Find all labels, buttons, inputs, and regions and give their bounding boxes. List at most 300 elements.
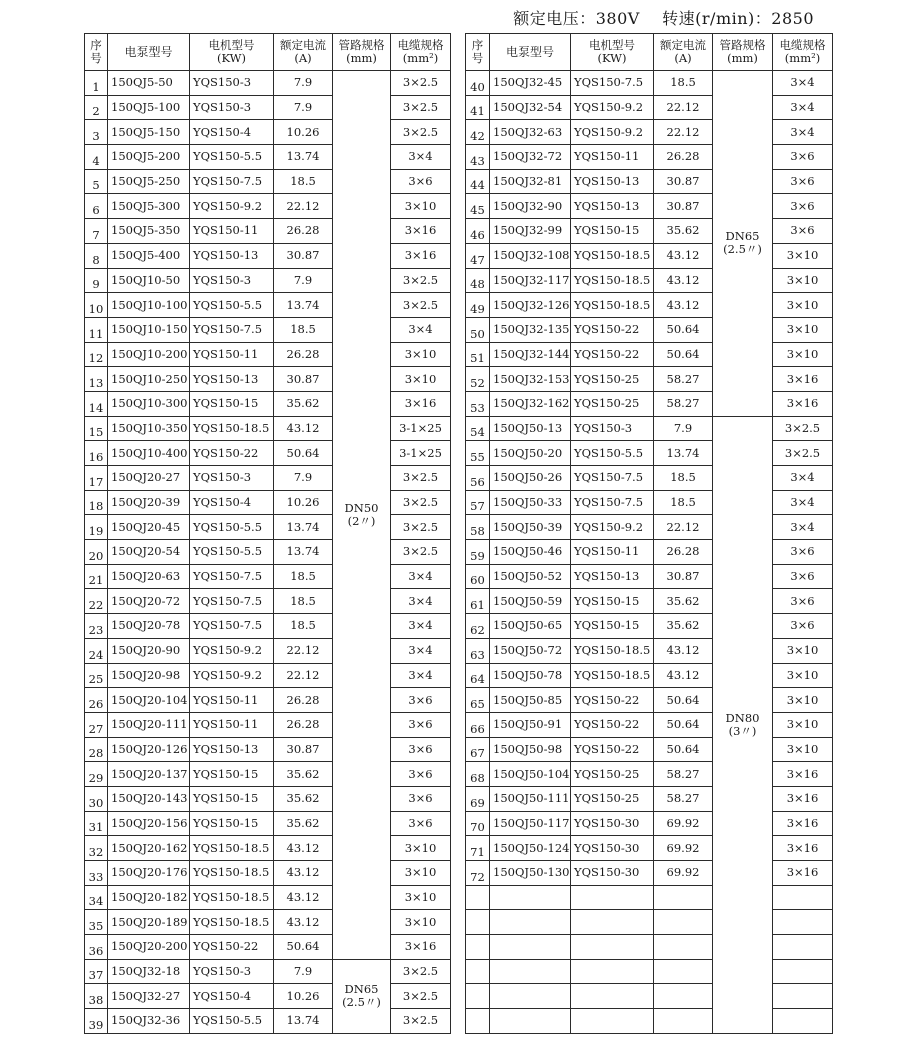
- row-number: 16: [85, 441, 108, 466]
- pipe-inch-size: (2.5〃): [342, 995, 381, 1010]
- rotation-speed: 转速(r/min)：2850: [662, 9, 814, 28]
- rated-current: 69.92: [654, 811, 713, 836]
- empty-cell: [490, 885, 571, 910]
- rated-current: 18.5: [274, 317, 333, 342]
- pump-model: 150QJ10-100: [108, 293, 190, 318]
- row-number: 17: [85, 466, 108, 491]
- row-number: 41: [466, 95, 490, 120]
- rated-current: 7.9: [274, 71, 333, 96]
- motor-model: YQS150-9.2: [190, 638, 274, 663]
- rated-current: 10.26: [274, 490, 333, 515]
- table-row: [466, 712, 833, 737]
- rated-current: 22.12: [654, 95, 713, 120]
- cable-spec: 3×4: [391, 589, 451, 614]
- motor-model: YQS150-18.5: [571, 243, 654, 268]
- motor-model: YQS150-5.5: [190, 145, 274, 170]
- empty-row: [466, 959, 833, 984]
- pump-model: 150QJ20-63: [108, 564, 190, 589]
- motor-model: YQS150-3: [190, 268, 274, 293]
- cable-spec: 3×2.5: [391, 515, 451, 540]
- motor-model: YQS150-3: [190, 959, 274, 984]
- rated-current: 22.12: [274, 663, 333, 688]
- row-number: 46: [466, 219, 490, 244]
- rated-current: 18.5: [654, 71, 713, 96]
- pump-model: 150QJ20-39: [108, 490, 190, 515]
- motor-model: YQS150-7.5: [190, 169, 274, 194]
- table-header-row: [466, 34, 833, 71]
- cable-spec: 3×6: [773, 145, 833, 170]
- empty-cell: [571, 984, 654, 1009]
- rated-current: 22.12: [654, 515, 713, 540]
- table-row: [85, 367, 451, 392]
- pump-model: 150QJ32-81: [490, 169, 571, 194]
- empty-cell: [654, 885, 713, 910]
- motor-model: YQS150-5.5: [190, 540, 274, 565]
- pump-model: 150QJ20-98: [108, 663, 190, 688]
- col-no-header: 序 号: [85, 34, 108, 71]
- row-number: 3: [85, 120, 108, 145]
- table-row: [466, 490, 833, 515]
- row-number: 45: [466, 194, 490, 219]
- cable-spec: 3×16: [773, 836, 833, 861]
- pipe-inch-size: (2.5〃): [723, 242, 762, 257]
- table-row: [85, 120, 451, 145]
- pump-model: 150QJ20-182: [108, 885, 190, 910]
- motor-model: YQS150-18.5: [190, 861, 274, 886]
- table-row: [466, 219, 833, 244]
- pipe-inch-size: (3〃): [728, 723, 757, 738]
- row-number: 72: [466, 861, 490, 886]
- pump-model: 150QJ20-137: [108, 762, 190, 787]
- cable-spec: 3×2.5: [391, 490, 451, 515]
- table-row: [466, 441, 833, 466]
- rated-current: 43.12: [654, 268, 713, 293]
- table-row: [85, 1009, 451, 1034]
- pump-model: 150QJ32-144: [490, 342, 571, 367]
- row-number: 38: [85, 984, 108, 1009]
- row-number: 37: [85, 959, 108, 984]
- table-row: [85, 959, 451, 984]
- table-row: [85, 712, 451, 737]
- rated-current: 35.62: [654, 589, 713, 614]
- row-number: 60: [466, 564, 490, 589]
- pump-model: 150QJ10-50: [108, 268, 190, 293]
- col-cable-header: 电缆规格 (mm²): [391, 34, 451, 71]
- row-number: 25: [85, 663, 108, 688]
- cable-spec: 3×2.5: [391, 268, 451, 293]
- row-number: 44: [466, 169, 490, 194]
- rated-current: 43.12: [654, 293, 713, 318]
- cable-spec: 3×10: [773, 737, 833, 762]
- table-row: [466, 317, 833, 342]
- motor-model: YQS150-5.5: [571, 441, 654, 466]
- pump-model: 150QJ20-143: [108, 786, 190, 811]
- motor-model: YQS150-11: [190, 219, 274, 244]
- cable-spec: 3×4: [773, 490, 833, 515]
- rated-current: 43.12: [274, 836, 333, 861]
- table-row: [85, 910, 451, 935]
- row-number: 1: [85, 71, 108, 96]
- cable-spec: 3×10: [391, 885, 451, 910]
- col-motor-header: 电机型号 (KW): [571, 34, 654, 71]
- cable-spec: 3×16: [391, 935, 451, 960]
- motor-model: YQS150-18.5: [571, 293, 654, 318]
- cable-spec: 3×6: [773, 589, 833, 614]
- rated-current: 69.92: [654, 861, 713, 886]
- row-number: 26: [85, 688, 108, 713]
- motor-model: YQS150-22: [571, 317, 654, 342]
- row-number: 49: [466, 293, 490, 318]
- empty-cell: [490, 959, 571, 984]
- pump-model: 150QJ32-18: [108, 959, 190, 984]
- motor-model: YQS150-18.5: [190, 836, 274, 861]
- pipe-diameter: DN80: [725, 710, 760, 725]
- motor-model: YQS150-18.5: [571, 663, 654, 688]
- cable-spec: 3×2.5: [773, 441, 833, 466]
- pump-model: 150QJ10-400: [108, 441, 190, 466]
- empty-row: [466, 910, 833, 935]
- row-number: 57: [466, 490, 490, 515]
- row-number: 56: [466, 466, 490, 491]
- rated-current: 7.9: [274, 95, 333, 120]
- pump-model: 150QJ5-100: [108, 95, 190, 120]
- row-number: 47: [466, 243, 490, 268]
- pump-model: 150QJ20-189: [108, 910, 190, 935]
- pump-model: 150QJ50-46: [490, 540, 571, 565]
- table-row: [85, 268, 451, 293]
- cable-spec: 3×6: [391, 762, 451, 787]
- row-number: 54: [466, 416, 490, 441]
- table-row: [85, 688, 451, 713]
- motor-model: YQS150-15: [190, 391, 274, 416]
- table-row: [466, 342, 833, 367]
- pump-model: 150QJ32-135: [490, 317, 571, 342]
- pump-model: 150QJ5-350: [108, 219, 190, 244]
- empty-cell: [773, 885, 833, 910]
- pump-model: 150QJ50-26: [490, 466, 571, 491]
- pipe-spec: [333, 959, 391, 1033]
- pipe-diameter: DN65: [344, 982, 379, 997]
- pump-model: 150QJ5-200: [108, 145, 190, 170]
- row-number: 10: [85, 293, 108, 318]
- table-row: [466, 71, 833, 96]
- rated-current: 43.12: [274, 416, 333, 441]
- empty-cell: [571, 935, 654, 960]
- empty-cell: [466, 959, 490, 984]
- rated-current: 50.64: [274, 441, 333, 466]
- pump-model: 150QJ32-45: [490, 71, 571, 96]
- cable-spec: 3×16: [773, 762, 833, 787]
- motor-model: YQS150-22: [190, 935, 274, 960]
- cable-spec: 3×2.5: [391, 1009, 451, 1034]
- cable-spec: 3×16: [773, 861, 833, 886]
- motor-model: YQS150-15: [571, 589, 654, 614]
- row-number: 33: [85, 861, 108, 886]
- pump-model: 150QJ50-20: [490, 441, 571, 466]
- rated-current: 43.12: [274, 910, 333, 935]
- motor-model: YQS150-18.5: [571, 268, 654, 293]
- cable-spec: 3×2.5: [391, 120, 451, 145]
- rated-current: 18.5: [654, 490, 713, 515]
- spec-table-right: [465, 33, 833, 1034]
- motor-model: YQS150-18.5: [190, 416, 274, 441]
- table-row: [85, 243, 451, 268]
- pump-model: 150QJ50-85: [490, 688, 571, 713]
- cable-spec: 3×16: [391, 219, 451, 244]
- rated-current: 35.62: [654, 614, 713, 639]
- pump-model: 150QJ50-104: [490, 762, 571, 787]
- motor-model: YQS150-18.5: [190, 885, 274, 910]
- cable-spec: 3×6: [773, 169, 833, 194]
- table-row: [466, 120, 833, 145]
- cable-spec: 3×10: [773, 663, 833, 688]
- cable-spec: 3×10: [391, 861, 451, 886]
- rated-current: 30.87: [274, 243, 333, 268]
- empty-cell: [466, 984, 490, 1009]
- empty-cell: [654, 959, 713, 984]
- table-row: [85, 811, 451, 836]
- row-number: 14: [85, 391, 108, 416]
- pump-model: 150QJ20-111: [108, 712, 190, 737]
- cable-spec: 3×2.5: [391, 293, 451, 318]
- row-number: 7: [85, 219, 108, 244]
- cable-spec: 3×6: [773, 219, 833, 244]
- table-row: [85, 638, 451, 663]
- row-number: 59: [466, 540, 490, 565]
- motor-model: YQS150-7.5: [190, 317, 274, 342]
- table-row: [85, 342, 451, 367]
- rated-current: 13.74: [274, 515, 333, 540]
- motor-model: YQS150-9.2: [571, 515, 654, 540]
- rated-current: 7.9: [274, 268, 333, 293]
- pipe-inch-size: (2〃): [347, 513, 376, 528]
- pipe-diameter: DN65: [725, 229, 760, 244]
- motor-model: YQS150-9.2: [571, 120, 654, 145]
- cable-spec: 3×10: [391, 910, 451, 935]
- table-row: [85, 836, 451, 861]
- empty-cell: [490, 935, 571, 960]
- table-row: [466, 515, 833, 540]
- cable-spec: 3×16: [391, 391, 451, 416]
- motor-model: YQS150-25: [571, 367, 654, 392]
- pump-model: 150QJ10-200: [108, 342, 190, 367]
- table-row: [85, 293, 451, 318]
- row-number: 19: [85, 515, 108, 540]
- pump-model: 150QJ32-117: [490, 268, 571, 293]
- pump-model: 150QJ20-162: [108, 836, 190, 861]
- cable-spec: 3×10: [773, 243, 833, 268]
- rated-current: 26.28: [654, 540, 713, 565]
- rated-current: 13.74: [274, 145, 333, 170]
- pump-model: 150QJ32-36: [108, 1009, 190, 1034]
- table-row: [85, 169, 451, 194]
- motor-model: YQS150-4: [190, 120, 274, 145]
- motor-model: YQS150-3: [571, 416, 654, 441]
- table-row: [466, 762, 833, 787]
- motor-model: YQS150-9.2: [571, 95, 654, 120]
- table-row: [466, 540, 833, 565]
- rated-current: 26.28: [274, 342, 333, 367]
- table-row: [85, 194, 451, 219]
- pump-model: 150QJ20-45: [108, 515, 190, 540]
- cable-spec: 3×10: [773, 638, 833, 663]
- motor-model: YQS150-7.5: [571, 490, 654, 515]
- table-row: [466, 861, 833, 886]
- motor-model: YQS150-15: [190, 786, 274, 811]
- row-number: 22: [85, 589, 108, 614]
- motor-model: YQS150-13: [571, 194, 654, 219]
- row-number: 58: [466, 515, 490, 540]
- rated-current: 35.62: [274, 391, 333, 416]
- table-row: [85, 466, 451, 491]
- pump-model: 150QJ50-124: [490, 836, 571, 861]
- row-number: 2: [85, 95, 108, 120]
- row-number: 32: [85, 836, 108, 861]
- table-row: [466, 564, 833, 589]
- rated-current: 26.28: [654, 145, 713, 170]
- rated-current: 69.92: [654, 836, 713, 861]
- rated-current: 50.64: [654, 688, 713, 713]
- col-pump-header: 电泵型号: [490, 34, 571, 71]
- motor-model: YQS150-11: [190, 712, 274, 737]
- empty-cell: [654, 935, 713, 960]
- cable-spec: 3×10: [773, 317, 833, 342]
- row-number: 21: [85, 564, 108, 589]
- cable-spec: 3×2.5: [391, 984, 451, 1009]
- pipe-diameter: DN50: [344, 500, 379, 515]
- empty-row: [466, 935, 833, 960]
- empty-cell: [490, 910, 571, 935]
- table-row: [85, 71, 451, 96]
- motor-model: YQS150-18.5: [190, 910, 274, 935]
- rated-current: 30.87: [654, 194, 713, 219]
- rated-current: 10.26: [274, 984, 333, 1009]
- row-number: 52: [466, 367, 490, 392]
- col-cable-header: 电缆规格 (mm²): [773, 34, 833, 71]
- pump-model: 150QJ20-126: [108, 737, 190, 762]
- row-number: 43: [466, 145, 490, 170]
- cable-spec: 3×6: [391, 786, 451, 811]
- cable-spec: 3×6: [391, 811, 451, 836]
- row-number: 50: [466, 317, 490, 342]
- table-row: [466, 145, 833, 170]
- empty-cell: [773, 910, 833, 935]
- table-row: [85, 762, 451, 787]
- table-row: [466, 416, 833, 441]
- motor-model: YQS150-22: [571, 712, 654, 737]
- table-header-row: [85, 34, 451, 71]
- motor-model: YQS150-5.5: [190, 1009, 274, 1034]
- pump-model: 150QJ20-200: [108, 935, 190, 960]
- rated-current: 50.64: [654, 737, 713, 762]
- table-row: [466, 811, 833, 836]
- row-number: 68: [466, 762, 490, 787]
- cable-spec: 3×10: [391, 836, 451, 861]
- pump-model: 150QJ50-91: [490, 712, 571, 737]
- empty-cell: [490, 1009, 571, 1034]
- cable-spec: 3×2.5: [391, 540, 451, 565]
- rated-current: 7.9: [654, 416, 713, 441]
- pump-model: 150QJ5-250: [108, 169, 190, 194]
- motor-model: YQS150-9.2: [190, 663, 274, 688]
- cable-spec: 3×16: [391, 243, 451, 268]
- table-row: [85, 885, 451, 910]
- rated-current: 43.12: [654, 243, 713, 268]
- rated-current: 18.5: [274, 614, 333, 639]
- spec-table-left: [84, 33, 451, 1034]
- cable-spec: 3×6: [391, 737, 451, 762]
- empty-cell: [773, 1009, 833, 1034]
- table-row: [85, 984, 451, 1009]
- table-row: [85, 490, 451, 515]
- cable-spec: 3×2.5: [773, 416, 833, 441]
- row-number: 53: [466, 391, 490, 416]
- motor-model: YQS150-11: [190, 688, 274, 713]
- row-number: 5: [85, 169, 108, 194]
- pump-model: 150QJ50-39: [490, 515, 571, 540]
- cable-spec: 3×4: [773, 515, 833, 540]
- table-row: [466, 614, 833, 639]
- row-number: 69: [466, 786, 490, 811]
- empty-cell: [654, 1009, 713, 1034]
- pump-model: 150QJ10-250: [108, 367, 190, 392]
- rated-current: 50.64: [654, 712, 713, 737]
- cable-spec: 3×16: [773, 811, 833, 836]
- pump-model: 150QJ5-300: [108, 194, 190, 219]
- pipe-spec: [333, 71, 391, 960]
- pump-model: 150QJ32-153: [490, 367, 571, 392]
- empty-cell: [571, 959, 654, 984]
- row-number: 24: [85, 638, 108, 663]
- empty-cell: [571, 1009, 654, 1034]
- pump-model: 150QJ32-54: [490, 95, 571, 120]
- cable-spec: 3×6: [391, 169, 451, 194]
- rated-current: 30.87: [654, 564, 713, 589]
- cable-spec: 3×4: [773, 71, 833, 96]
- row-number: 35: [85, 910, 108, 935]
- pump-model: 150QJ32-90: [490, 194, 571, 219]
- rated-current: 26.28: [274, 712, 333, 737]
- cable-spec: 3×10: [773, 712, 833, 737]
- motor-model: YQS150-9.2: [190, 194, 274, 219]
- row-number: 55: [466, 441, 490, 466]
- row-number: 42: [466, 120, 490, 145]
- motor-model: YQS150-25: [571, 786, 654, 811]
- rated-current: 35.62: [274, 811, 333, 836]
- motor-model: YQS150-11: [571, 145, 654, 170]
- pump-model: 150QJ20-90: [108, 638, 190, 663]
- pump-model: 150QJ5-50: [108, 71, 190, 96]
- row-number: 40: [466, 71, 490, 96]
- rated-current: 35.62: [654, 219, 713, 244]
- row-number: 8: [85, 243, 108, 268]
- rated-current: 43.12: [654, 663, 713, 688]
- cable-spec: 3×10: [773, 342, 833, 367]
- empty-row: [466, 1009, 833, 1034]
- table-row: [85, 441, 451, 466]
- motor-model: YQS150-7.5: [190, 614, 274, 639]
- cable-spec: 3×4: [391, 145, 451, 170]
- rated-current: 43.12: [274, 861, 333, 886]
- cable-spec: 3×4: [391, 663, 451, 688]
- rated-current: 58.27: [654, 762, 713, 787]
- row-number: 48: [466, 268, 490, 293]
- rating-header: [513, 6, 814, 29]
- motor-model: YQS150-22: [571, 342, 654, 367]
- rated-current: 22.12: [654, 120, 713, 145]
- table-row: [85, 564, 451, 589]
- pump-model: 150QJ10-300: [108, 391, 190, 416]
